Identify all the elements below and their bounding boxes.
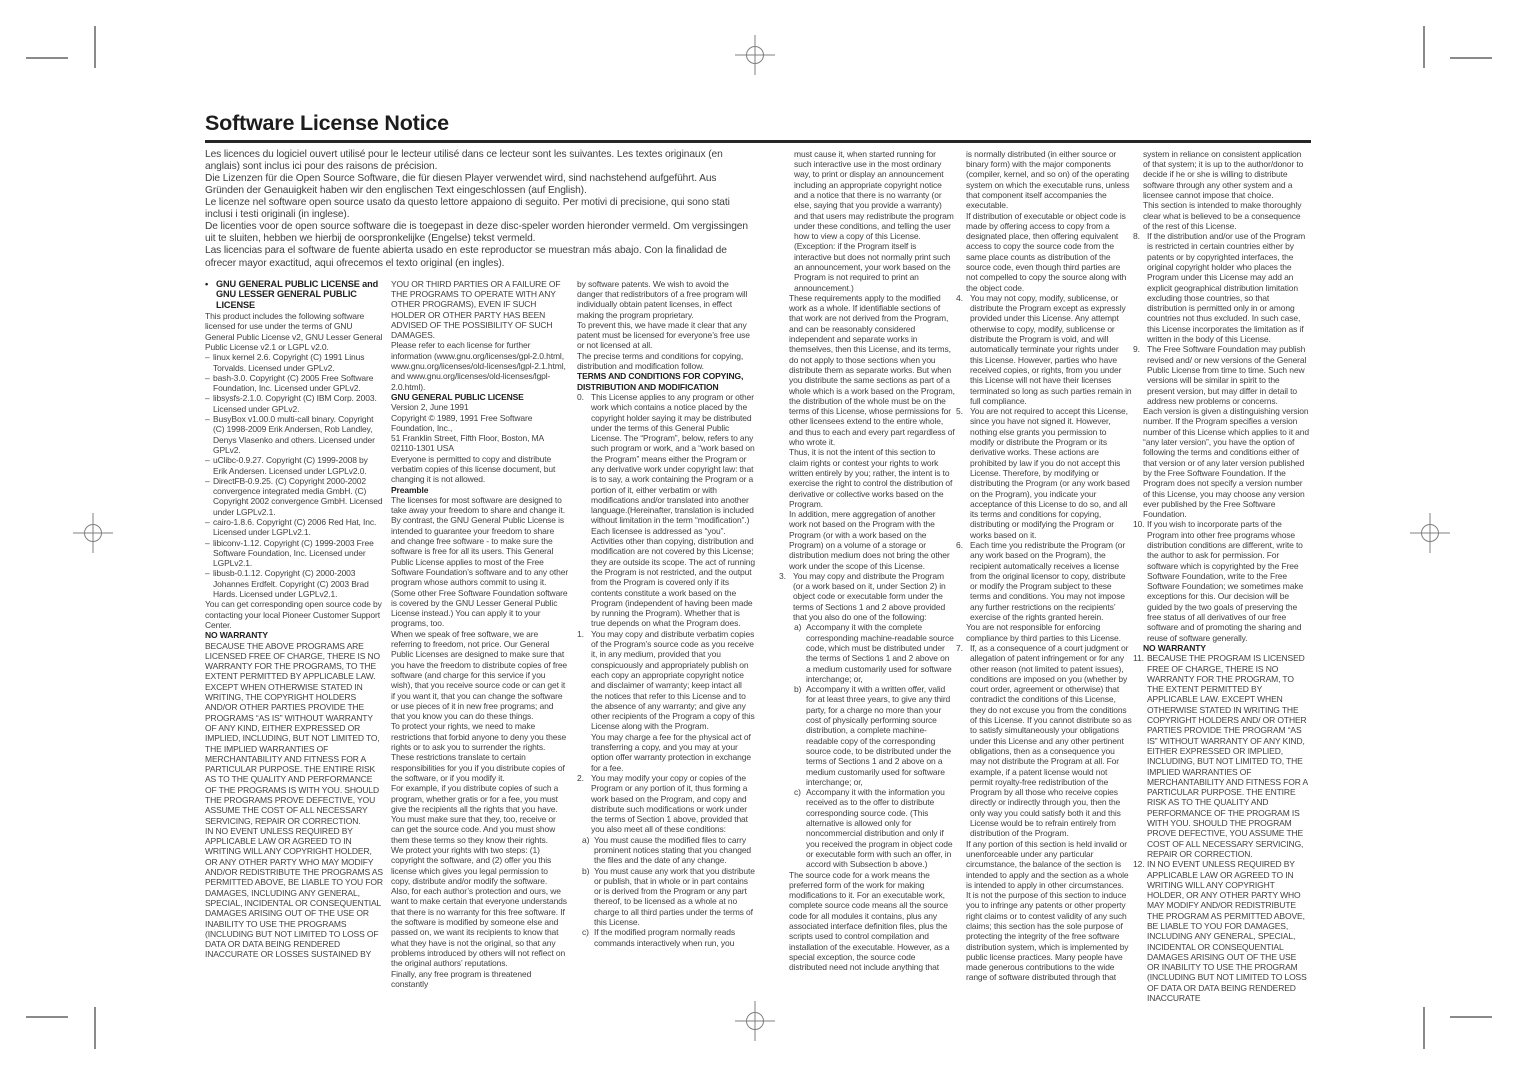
license-list-item: – libusb-0.1.12. Copyright (C) 2000-2003 Johannes Erdfelt. Copyright (C) 2003 Brad Hards. Licensed under LGPLv2.1.	[205, 568, 369, 600]
numbered-clause: 3. You may copy and distribute the Program (or a work based on it, under Section 2) in object code or executable form under the terms of Sections 1 and 2 above provided that you also do one of the following:	[779, 570, 946, 623]
paragraph: Please refer to each license for further information (www.gnu.org/licenses/gpl-2.0.html, www.gnu.org/licenses/old-licenses/lgpl-2.1.html, and www.gnu.org/licenses/old-licenses/lgpl-2.0.html).	[391, 340, 566, 392]
paragraph: system in reliance on consistent application of that system; it is up to the author/donor to decide if he or she is willing to distribute software through any other system and a licensee cannot impose that choice.	[1143, 148, 1304, 200]
lettered-clause: a) You must cause the modified files to carry prominent notices stating that you changed the files and the date of any change.	[582, 834, 752, 866]
registration-mark	[735, 35, 775, 75]
registration-mark	[735, 1001, 775, 1041]
license-column-1	[205, 279, 383, 960]
list-marker: 5.	[956, 406, 963, 417]
license-list-item: – cairo-1.8.6. Copyright (C) 2006 Red Hat, Inc. Licensed under LGPLv2.1.	[205, 516, 377, 538]
list-marker: 8.	[1133, 231, 1140, 242]
numbered-clause: 6. Each time you redistribute the Program (or any work based on the Program), the recipient automatically receives a license from the original licensor to copy, distribute or modify the Program subject to these terms and conditions. You may not impose any further restrictions on the recipients’ exercise of the rights granted herein.	[956, 540, 1126, 623]
lettered-clause: b) You must cause any work that you distribute or publish, that in whole or in part contains or is derived from the Program or any part thereof, to be licensed as a whole at no charge to all third parties under the terms of this License.	[582, 865, 755, 928]
section-heading: GNU GENERAL PUBLIC LICENSE	[391, 391, 524, 402]
list-marker: –	[205, 475, 210, 486]
paragraph: We protect your rights with two steps: (1) copyright the software, and (2) offer you this license which gives you legal permission to copy, distribute and/or modify the software.	[391, 844, 552, 886]
paragraph: Finally, any free program is threatened constantly	[391, 968, 532, 989]
clause-continuation: You may charge a fee for the physical act of transferring a copy, and you may at your option offer warranty protection in exchange for a fee.	[591, 731, 751, 773]
paragraph: is normally distributed (in either source or binary form) with the major components (compiler, kernel, and so on) of the operating system on which the executable runs, unless that component itself accompanies the executable.	[966, 148, 1130, 211]
paragraph: If any portion of this section is held invalid or unenforceable under any particular circumstance, the balance of the section is intended to apply and the section as a whole is intended to apply in other circumstances.	[966, 838, 1129, 890]
intro-paragraph-es: Las licencias para el software de fuente abierta usado en este reproductor se muestran más abajo. Con la finalidad de ofrecer mayor exactitud, aqui ofrecemos el texto original (en ingles).	[205, 245, 727, 269]
list-marker: a)	[794, 622, 802, 633]
paragraph: Thus, it is not the intent of this section to claim rights or contest your rights to work written entirely by you; rather, the intent is to exercise the right to control the distribution of derivative or collective works based on the Program.	[789, 447, 953, 509]
list-marker: 10.	[1133, 519, 1145, 530]
paragraph: To protect your rights, we need to make restrictions that forbid anyone to deny you these rights or to ask you to surrender the rights. These restrictions translate to certain responsibilities for you if you distribute copies of the software, or if you modify it.	[391, 721, 567, 783]
list-marker: –	[205, 414, 210, 425]
section-heading: NO WARRANTY	[1143, 642, 1206, 653]
list-marker: –	[205, 568, 210, 579]
section-heading: Preamble	[391, 484, 429, 495]
paragraph: by software patents. We wish to avoid the danger that redistributors of a free program will individually obtain patent licenses, in effect making the program proprietary.	[577, 278, 748, 320]
intro-paragraph-it: Le licenze nel software open source usato da questo lettore appaiono di seguito. Per motivi di precisione, qui sono stati inclusi i testi originali (in inglese).	[205, 197, 730, 221]
right-column-group	[779, 148, 1311, 1004]
list-marker: 0.	[577, 391, 584, 402]
list-marker: c)	[794, 787, 801, 798]
paragraph: For example, if you distribute copies of such a program, whether gratis or for a fee, you must give the recipients all the rights that you have. You must make sure that they, too, receive or can get the source code. And you must show them these terms so they know their rights.	[391, 783, 559, 845]
list-marker: b)	[582, 865, 590, 876]
list-marker: 3.	[779, 570, 786, 581]
paragraph: To prevent this, we have made it clear that any patent must be licensed for everyone’s free use or not licensed at all.	[577, 319, 750, 351]
crop-mark	[26, 1016, 68, 1018]
numbered-clause: 1. You may copy and distribute verbatim copies of the Program’s source code as you receive it, in any medium, provided that you conspicuously and appropriately publish on each copy an appropriate copyright notice and disclaimer of warranty; keep intact all the notices that refer to this License and to the absence of any warranty; and give any other recipients of the Program a copy of this License along with the Program.	[577, 628, 755, 732]
lettered-clause: b) Accompany it with a written offer, valid for at least three years, to give any third party, for a charge no more than your cost of physically performing source distribution, a complete machine-readable copy of the corresponding source code, to be distributed under the terms of Sections 1 and 2 above on a medium customarily used for software interchange; or,	[794, 684, 951, 787]
list-marker: 7.	[956, 642, 963, 653]
paragraph: These requirements apply to the modified work as a whole. If identifiable sections of that work are not derived from the Program, and can be reasonably considered independent and separate works in themselves, then this License, and its terms, do not apply to those sections when you distribute them as separate works. But when you distribute the same sections as part of a whole which is a work based on the Program, the distribution of the whole must be on the terms of this License, whose permissions for other licensees extend to the entire whole, and thus to each and every part regardless of who wrote it.	[789, 292, 955, 448]
license-list-item: – libiconv-1.12. Copyright (C) 1999-2003 Free Software Foundation, Inc. Licensed under LGPLv2.1.	[205, 537, 374, 569]
paragraph: This product includes the following software licensed for use under the terms of GNU General Public License v2, GNU Lesser General Public License v2.1 or LGPL v2.0.	[205, 311, 383, 352]
lettered-clause: c) Accompany it with the information you received as to the offer to distribute corresponding source code. (This alternative is allowed only for noncommercial distribution and only if you received the program in object code or executable form with such an offer, in accord with Subsection b above.)	[794, 787, 953, 870]
paragraph: Also, for each author’s protection and ours, we want to make certain that everyone understands that there is no warranty for this free software. If the software is modified by someone else and passed on, we want its recipients to know that what they have is not the original, so that any problems introduced by others will not reflect on the original authors’ reputations.	[391, 886, 567, 969]
paragraph: Copyright © 1989, 1991 Free Software Foundation, Inc.,	[391, 412, 533, 433]
paragraph: The precise terms and conditions for copying, distribution and modification follow.	[577, 350, 744, 372]
list-marker: b)	[794, 684, 802, 695]
list-marker: –	[205, 455, 210, 466]
numbered-clause: 9. The Free Software Foundation may publish revised and/ or new versions of the General Public License from time to time. Such new versions will be similar in spirit to the present version, but may differ in detail to address new problems or concerns.	[1133, 344, 1307, 406]
list-marker: 11.	[1133, 653, 1144, 664]
paragraph: You can get corresponding open source code by contacting your local Pioneer Customer Support Center.	[205, 599, 382, 630]
columns-wrapper	[205, 149, 1311, 1004]
list-marker: 2.	[577, 772, 584, 783]
license-list-item: – BusyBox v1.00.0 multi-call binary. Copyright (C) 1998-2009 Erik Andersen, Rob Landley, Denys Vlasenko and others. Licensed under GPLv2.	[205, 414, 375, 455]
list-marker: 1.	[577, 628, 584, 639]
intro-multilingual	[205, 149, 755, 270]
numbered-clause: 12. IN NO EVENT UNLESS REQUIRED BY APPLICABLE LAW OR AGREED TO IN WRITING WILL ANY COPYRIGHT HOLDER, OR ANY OTHER PARTY WHO MAY MODIFY AND/OR REDISTRIBUTE THE PROGRAM AS PERMITTED ABOVE, BE LIABLE TO YOU FOR DAMAGES, INCLUDING ANY GENERAL, SPECIAL, INCIDENTAL OR CONSEQUENTIAL DAMAGES ARISING OUT OF THE USE OR INABILITY TO USE THE PROGRAM (INCLUDING BUT NOT LIMITED TO LOSS OF DATA OR DATA BEING RENDERED INACCURATE	[1133, 859, 1307, 1004]
section-heading: TERMS AND CONDITIONS FOR COPYING, DISTRIBUTION AND MODIFICATION	[577, 371, 744, 392]
intro-paragraph-nl: De licenties voor de open source software die is toegepast in deze disc-speler worden hieronder vermeld. Om vergissingen uit te sluiten, hebben we hierbij de oorspronkelijke (Engelse) tekst vermeld.	[205, 221, 748, 245]
paragraph: Each version is given a distinguishing version number. If the Program specifies a version number of this License which applies to it and “any later version”, you have the option of following the terms and conditions either of that version or of any later version published by the Free Software Foundation. If the Program does not specify a version number of this License, you may choose any version ever published by the Free Software Foundation.	[1143, 406, 1309, 520]
license-list-item: – linux kernel 2.6. Copyright (C) 1991 Linus Torvalds. Licensed under GPLv2.	[205, 352, 365, 373]
paragraph: BECAUSE THE ABOVE PROGRAMS ARE LICENSED FREE OF CHARGE, THERE IS NO WARRANTY FOR THE PROGRAMS, TO THE EXTENT PERMITTED BY APPLICABLE LAW. EXCEPT WHEN OTHERWISE STATED IN WRITING, THE COPYRIGHT HOLDERS AND/OR OTHER PARTIES PROVIDE THE PROGRAMS “AS IS” WITHOUT WARRANTY OF ANY KIND, EITHER EXPRESSED OR IMPLIED, INCLUDING, BUT NOT LIMITED TO, THE IMPLIED WARRANTIES OF MERCHANTABILITY AND FITNESS FOR A PARTICULAR PURPOSE. THE ENTIRE RISK AS TO THE QUALITY AND PERFORMANCE OF THE PROGRAMS IS WITH YOU. SHOULD THE PROGRAMS PROVE DEFECTIVE, YOU ASSUME THE COST OF ALL NECESSARY SERVICING, REPAIR OR CORRECTION.	[205, 640, 380, 826]
crop-mark	[26, 57, 68, 59]
list-marker: –	[205, 516, 210, 527]
numbered-clause: 11. BECAUSE THE PROGRAM IS LICENSED FREE OF CHARGE, THERE IS NO WARRANTY FOR THE PROGRAM, TO THE EXTENT PERMITTED BY APPLICABLE LAW. EXCEPT WHEN OTHERWISE STATED IN WRITING THE COPYRIGHT HOLDERS AND/ OR OTHER PARTIES PROVIDE THE PROGRAM “AS IS” WITHOUT WARRANTY OF ANY KIND, EITHER EXPRESSED OR IMPLIED, INCLUDING, BUT NOT LIMITED TO, THE IMPLIED WARRANTIES OF MERCHANTABILITY AND FITNESS FOR A PARTICULAR PURPOSE. THE ENTIRE RISK AS TO THE QUALITY AND PERFORMANCE OF THE PROGRAM IS WITH YOU. SHOULD THE PROGRAM PROVE DEFECTIVE, YOU ASSUME THE COST OF ALL NECESSARY SERVICING, REPAIR OR CORRECTION.	[1133, 653, 1308, 859]
list-marker: –	[205, 393, 210, 404]
paragraph: Everyone is permitted to copy and distribute verbatim copies of this license document, but changing it is not allowed.	[391, 453, 556, 485]
paragraph: The licenses for most software are designed to take away your freedom to share and change it. By contrast, the GNU General Public License is intended to guarantee your freedom to share and change free software - to make sure the software is free for all its users. This General Public License applies to most of the Free Software Foundation’s software and to any other program whose authors commit to using it. (Some other Free Software Foundation software is covered by the GNU Lesser General Public License instead.) You can apply it to your programs, too.	[391, 494, 569, 629]
license-column-6	[1133, 148, 1309, 1004]
crop-mark	[1423, 26, 1425, 68]
license-column-2	[391, 279, 569, 989]
list-marker: a)	[582, 834, 590, 845]
left-column-group	[205, 149, 755, 989]
paragraph: It is not the purpose of this section to induce you to infringe any patents or other property right claims or to contest validity of any such claims; this section has the sole purpose of protecting the integrity of the free software distribution system, which is implemented by public license practices. Many people have made generous contributions to the wide range of software distributed through that	[966, 890, 1129, 983]
right-columns	[779, 148, 1311, 1004]
paragraph: The source code for a work means the preferred form of the work for making modifications to it. For an executable work, complete source code means all the source code for all modules it contains, plus any associated interface definition files, plus the scripts used to control compilation and installation of the executable. However, as a special exception, the source code distributed need not include anything that	[789, 869, 950, 973]
registration-mark	[73, 513, 113, 553]
paragraph: Version 2, June 1991	[391, 402, 469, 413]
paragraph: When we speak of free software, we are referring to freedom, not price. Our General Public Licenses are designed to make sure that you have the freedom to distribute copies of free software (and charge for this service if you wish), that you receive source code or can get it if you want it, that you can change the software or use pieces of it in new free programs; and that you know you can do these things.	[391, 628, 568, 722]
intro-paragraph-de: Die Lizenzen für die Open Source Software, die für diesen Player verwendet wird, sind nachstehend aufgeführt. Aus Gründen der Genauigkeit haben wir den englischen Text eingeschlossen (auf English).	[205, 172, 717, 196]
section-heading: NO WARRANTY	[205, 630, 268, 641]
numbered-clause: 10. If you wish to incorporate parts of the Program into other free programs whose distribution conditions are different, write to the author to ask for permission. For software which is copyrighted by the Free Software Foundation, write to the Free Software Foundation; we sometimes make exceptions for this. Our decision will be guided by the two goals of preserving the free status of all derivatives of our free software and of promoting the sharing and reuse of software generally.	[1133, 519, 1304, 643]
paragraph: You are not responsible for enforcing compliance by third parties to this License.	[966, 622, 1121, 643]
license-list-item: – bash-3.0. Copyright (C) 2005 Free Software Foundation, Inc. Licensed under GPLv2.	[205, 372, 374, 394]
crop-mark	[1450, 57, 1492, 59]
list-marker: –	[205, 372, 210, 383]
numbered-clause: 0. This License applies to any program or other work which contains a notice placed by the copyright holder saying it may be distributed under the terms of this General Public License. The “Program”, below, refers to any such program or work, and a “work based on the Program” means either the Program or any derivative work under copyright law: that is to say, a work containing the Program or a portion of it, either verbatim or with modifications and/or translated into another language.(Hereinafter, translation is included without limitation in the term “modification”.) Each licensee is addressed as “you”.	[577, 391, 755, 536]
numbered-clause: 4. You may not copy, modify, sublicense, or distribute the Program except as expressly provided under this License. Any attempt otherwise to copy, modify, sublicense or distribute the Program is void, and will automatically terminate your rights under this License. However, parties who have received copies, or rights, from you under this License will not have their licenses terminated so long as such parties remain in full compliance.	[956, 292, 1132, 406]
crop-mark	[1450, 1016, 1492, 1018]
license-list-item: – uClibc-0.9.27. Copyright (C) 1999-2008 by Erik Andersen. Licensed under LGPLv2.0.	[205, 455, 368, 476]
clause-continuation: Activities other than copying, distribution and modification are not covered by this License; they are outside its scope. The act of running the Program is not restricted, and the output from the Program is covered only if its contents constitute a work based on the Program (independent of having been made by running the Program). Whether that is true depends on what the Program does.	[591, 536, 755, 629]
paragraph: 51 Franklin Street, Fifth Floor, Boston, MA 02110-1301 USA	[391, 433, 544, 454]
license-column-5	[956, 148, 1132, 983]
lettered-clause: c) If the modified program normally reads commands interactively when run, you	[582, 927, 735, 948]
section-heading: • GNU GENERAL PUBLIC LICENSE and GNU LESSER GENERAL PUBLIC LICENSE	[205, 278, 379, 311]
license-column-3	[577, 279, 755, 948]
registration-mark	[1410, 513, 1450, 553]
list-marker: –	[205, 537, 210, 548]
title-rule	[205, 140, 1311, 143]
numbered-clause: 7. If, as a consequence of a court judgment or allegation of patent infringement or for any other reason (not limited to patent issues), conditions are imposed on you (whether by court order, agreement or otherwise) that contradict the conditions of this License, they do not excuse you from the conditions of this License. If you cannot distribute so as to satisfy simultaneously your obligations under this License and any other pertinent obligations, then as a consequence you may not distribute the Program at all. For example, if a patent license would not permit royalty-free redistribution of the Program by all those who receive copies directly or indirectly through you, then the only way you could satisfy both it and this License would be to refrain entirely from distribution of the Program.	[956, 642, 1132, 839]
paragraph: IN NO EVENT UNLESS REQUIRED BY APPLICABLE LAW OR AGREED TO IN WRITING WILL ANY COPYRIGHT HOLDER, OR ANY OTHER PARTY WHO MAY MODIFY AND/OR REDISTRIBUTE THE PROGRAMS AS PERMITTED ABOVE, BE LIABLE TO YOU FOR DAMAGES, INCLUDING ANY GENERAL, SPECIAL, INCIDENTAL OR CONSEQUENTIAL DAMAGES ARISING OUT OF THE USE OR INABILITY TO USE THE PROGRAMS (INCLUDING BUT NOT LIMITED TO LOSS OF DATA OR DATA BEING RENDERED INACCURATE OR LOSSES SUSTAINED BY	[205, 825, 383, 960]
license-list-item: – DirectFB-0.9.25. (C) Copyright 2000-2002 convergence integrated media GmbH. (C) Copyright 2002 convergence GmbH. Licensed under LGPLv2.1.	[205, 475, 383, 517]
list-marker: c)	[582, 927, 589, 938]
page-content	[205, 111, 1311, 1003]
intro-paragraph-fr: Les licences du logiciel ouvert utilisé pour le lecteur utilisé dans ce lecteur sont les suivantes. Les textes originaux (en anglais) sont inclus ici pour des raisons de précision.	[205, 148, 723, 172]
clause-continuation: must cause it, when started running for such interactive use in the most ordinary way, to print or display an announcement including an appropriate copyright notice and a notice that there is no warranty (or else, saying that you provide a warranty) and that users may redistribute the program under these conditions, and telling the user how to view a copy of this License. (Exception: if the Program itself is interactive but does not normally print such an announcement, your work based on the Program is not required to print an announcement.)	[794, 148, 954, 293]
list-marker: 9.	[1133, 344, 1140, 355]
numbered-clause: 2. You may modify your copy or copies of the Program or any portion of it, thus forming a work based on the Program, and copy and distribute such modifications or work under the terms of Section 1 above, provided that you also meet all of these conditions:	[577, 772, 748, 835]
paragraph: This section is intended to make thoroughly clear what is believed to be a consequence of the rest of this License.	[1143, 200, 1302, 231]
crop-mark	[94, 1007, 96, 1049]
numbered-clause: 5. You are not required to accept this License, since you have not signed it. However, nothing else grants you permission to modify or distribute the Program or its derivative works. These actions are prohibited by law if you do not accept this License. Therefore, by modifying or distributing the Program (or any work based on the Program), you indicate your acceptance of this License to do so, and all its terms and conditions for copying, distributing or modifying the Program or works based on it.	[956, 406, 1130, 540]
lettered-clause: a) Accompany it with the complete corresponding machine-readable source code, which must be distributed under the terms of Sections 1 and 2 above on a medium customarily used for software interchange; or,	[794, 622, 954, 684]
list-marker: 6.	[956, 540, 963, 550]
page-title: Software License Notice	[205, 111, 449, 135]
list-marker: •	[205, 278, 209, 289]
numbered-clause: 8. If the distribution and/or use of the Program is restricted in certain countries either by patents or by copyrighted interfaces, the original copyright holder who places the Program under this License may add an explicit geographical distribution limitation excluding those countries, so that distribution is permitted only in or among countries not thus excluded. In such case, this License incorporates the limitation as if written in the body of this License.	[1133, 231, 1306, 345]
paragraph: If distribution of executable or object code is made by offering access to copy from a designated place, then offering equivalent access to copy the source code from the same place counts as distribution of the source code, even though third parties are not compelled to copy the source along with the object code.	[966, 210, 1127, 293]
paragraph: In addition, mere aggregation of another work not based on the Program with the Program (or with a work based on the Program) on a volume of a storage or distribution medium does not bring the other work under the scope of this License.	[789, 509, 950, 571]
crop-mark	[1423, 1007, 1425, 1049]
license-list-item: – libsysfs-2.1.0. Copyright (C) IBM Corp. 2003. Licensed under GPLv2.	[205, 393, 377, 414]
list-marker: 4.	[956, 292, 963, 303]
list-marker: 12.	[1133, 859, 1145, 870]
list-marker: –	[205, 352, 210, 363]
paragraph: YOU OR THIRD PARTIES OR A FAILURE OF THE PROGRAMS TO OPERATE WITH ANY OTHER PROGRAMS), EVEN IF SUCH HOLDER OR OTHER PARTY HAS BEEN ADVISED OF THE POSSIBILITY OF SUCH DAMAGES.	[391, 278, 561, 341]
license-column-4	[779, 148, 955, 973]
left-columns	[205, 279, 755, 989]
crop-mark	[94, 26, 96, 68]
